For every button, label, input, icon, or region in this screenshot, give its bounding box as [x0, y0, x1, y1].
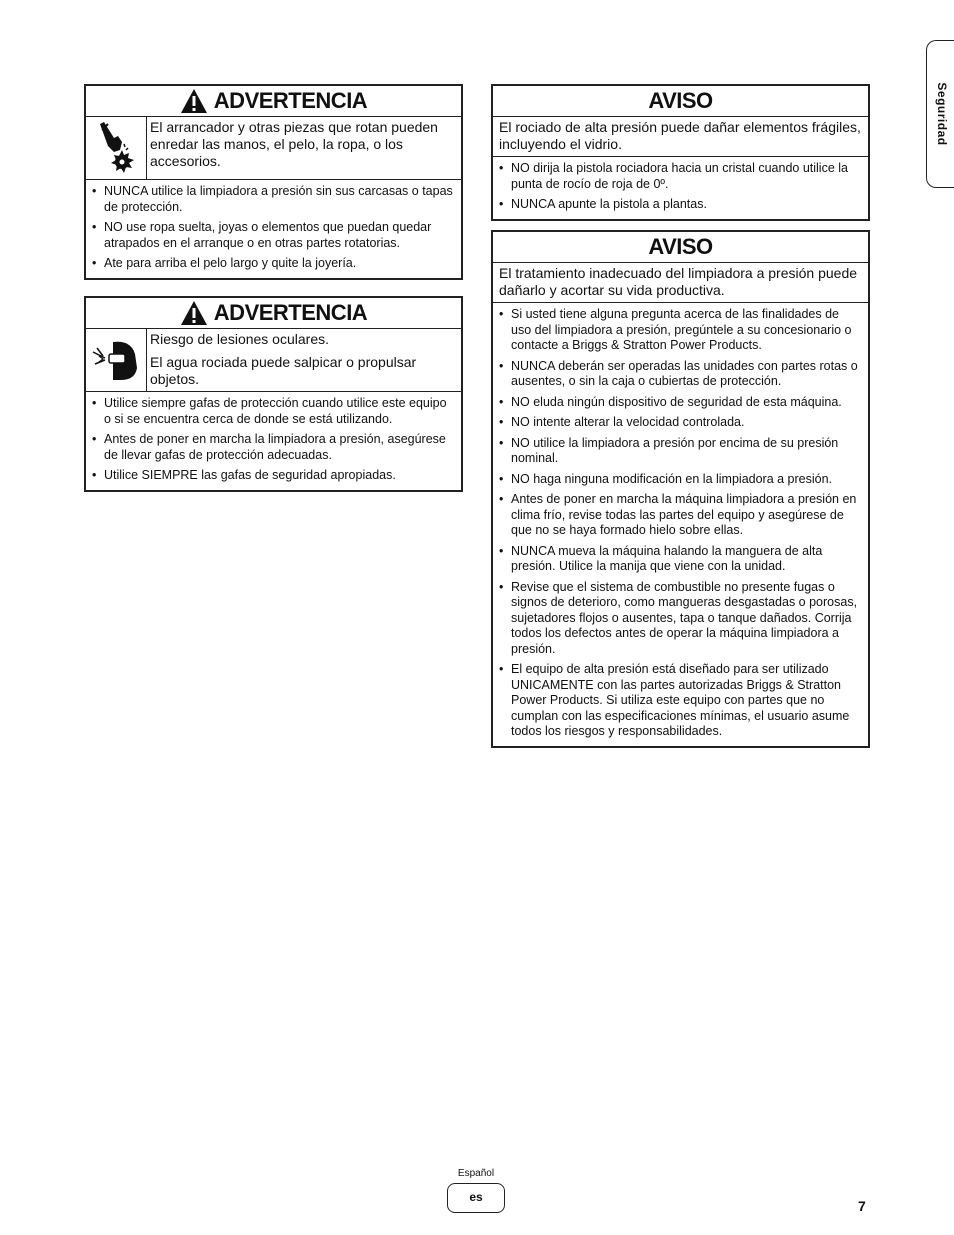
section-tab-label: Seguridad: [934, 82, 949, 146]
warning-title: ADVERTENCIA: [213, 300, 368, 325]
list-item: • Si usted tiene alguna pregunta acerca de las finalidades de uso del limpiadora a presión, pregúntele a su concesionario o contacte a Briggs & Stratton Power Products.: [497, 307, 862, 354]
list-item: • El equipo de alta presión está diseñado para ser utilizado UNICAMENTE con las partes autorizadas Briggs & Stratton Power Products. Si utiliza este equipo con partes que no cumplan con las especificaciones mínimas, el usuario asume todos los riesgos y responsabilidades.: [497, 662, 862, 740]
notice-box-fragile: [491, 84, 870, 221]
warning-text: Riesgo de lesiones oculares.: [150, 331, 329, 347]
page-number: 7: [858, 1198, 866, 1214]
list-item: • NO utilice la limpiadora a presión por encima de su presión nominal.: [497, 436, 862, 467]
notice-bullet-list: [493, 157, 868, 219]
eye-protection-icon: [86, 329, 147, 391]
list-item: • Utilice siempre gafas de protección cuando utilice este equipo o si se encuentra cerca de donde se está utilizando.: [90, 396, 455, 427]
warning-bullet-list: [86, 180, 461, 278]
list-item: • Ate para arriba el pelo largo y quite la joyería.: [90, 256, 455, 272]
footer-language-code: es: [447, 1183, 505, 1213]
warning-text: El agua rociada puede salpicar o propulsar objetos.: [150, 354, 417, 387]
section-tab: [926, 40, 954, 188]
list-item: • Utilice SIEMPRE las gafas de seguridad apropiadas.: [90, 468, 455, 484]
list-item: • NO eluda ningún dispositivo de seguridad de esta máquina.: [497, 395, 862, 411]
list-item: • Antes de poner en marcha la máquina limpiadora a presión en clima frío, revise todas las partes del equipo y asegúrese de que no se haya formado hielo sobre ellas.: [497, 492, 862, 539]
list-item: • NO intente alterar la velocidad controlada.: [497, 415, 862, 431]
notice-intro: El tratamiento inadecuado del limpiadora a presión puede dañarlo y acortar su vida productiva.: [493, 263, 868, 303]
list-item: • Revise que el sistema de combustible no presente fugas o signos de deterioro, como mangueras desgastadas o porosas, sujetadores flojos o ausentes, tapa o tanque dañados. Corrija todos los defectos antes de operar la máquina limpiadora a presión.: [497, 580, 862, 658]
notice-title: AVISO: [648, 88, 713, 113]
list-item: • NUNCA deberán ser operadas las unidades con partes rotas o ausentes, o sin la caja o cubiertas de protección.: [497, 359, 862, 390]
list-item: • NUNCA utilice la limpiadora a presión sin sus carcasas o tapas de protección.: [90, 184, 455, 215]
warning-header: [86, 298, 461, 329]
warning-box-eye-injury: [84, 296, 463, 492]
notice-header: [493, 232, 868, 263]
notice-box-improper-treatment: [491, 230, 870, 748]
list-item: • NO haga ninguna modificación en la limpiadora a presión.: [497, 472, 862, 488]
footer-language: Español: [457, 1168, 495, 1179]
warning-triangle-icon: [180, 88, 208, 114]
list-item: • Antes de poner en marcha la limpiadora a presión, asegúrese de llevar gafas de protección adecuadas.: [90, 432, 455, 463]
warning-bullet-list: [86, 392, 461, 490]
warning-text: El arrancador y otras piezas que rotan pueden enredar las manos, el pelo, la ropa, o los accesorios.: [150, 119, 438, 169]
warning-box-entanglement: [84, 84, 463, 280]
list-item: • NO use ropa suelta, joyas o elementos que puedan quedar atrapados en el arranque o en otras partes rotatorias.: [90, 220, 455, 251]
list-item: • NUNCA apunte la pistola a plantas.: [497, 197, 862, 213]
warning-title: ADVERTENCIA: [213, 88, 368, 113]
notice-bullet-list: [493, 303, 868, 746]
warning-header: [86, 86, 461, 117]
notice-intro: El rociado de alta presión puede dañar elementos frágiles, incluyendo el vidrio.: [493, 117, 868, 157]
notice-header: [493, 86, 868, 117]
notice-title: AVISO: [648, 234, 713, 259]
list-item: • NO dirija la pistola rociadora hacia un cristal cuando utilice la punta de rocío de roja de 0º.: [497, 161, 862, 192]
warning-triangle-icon: [180, 300, 208, 326]
list-item: • NUNCA mueva la máquina halando la manguera de alta presión. Utilice la manija que viene con la unidad.: [497, 544, 862, 575]
entanglement-hand-icon: [86, 117, 147, 179]
